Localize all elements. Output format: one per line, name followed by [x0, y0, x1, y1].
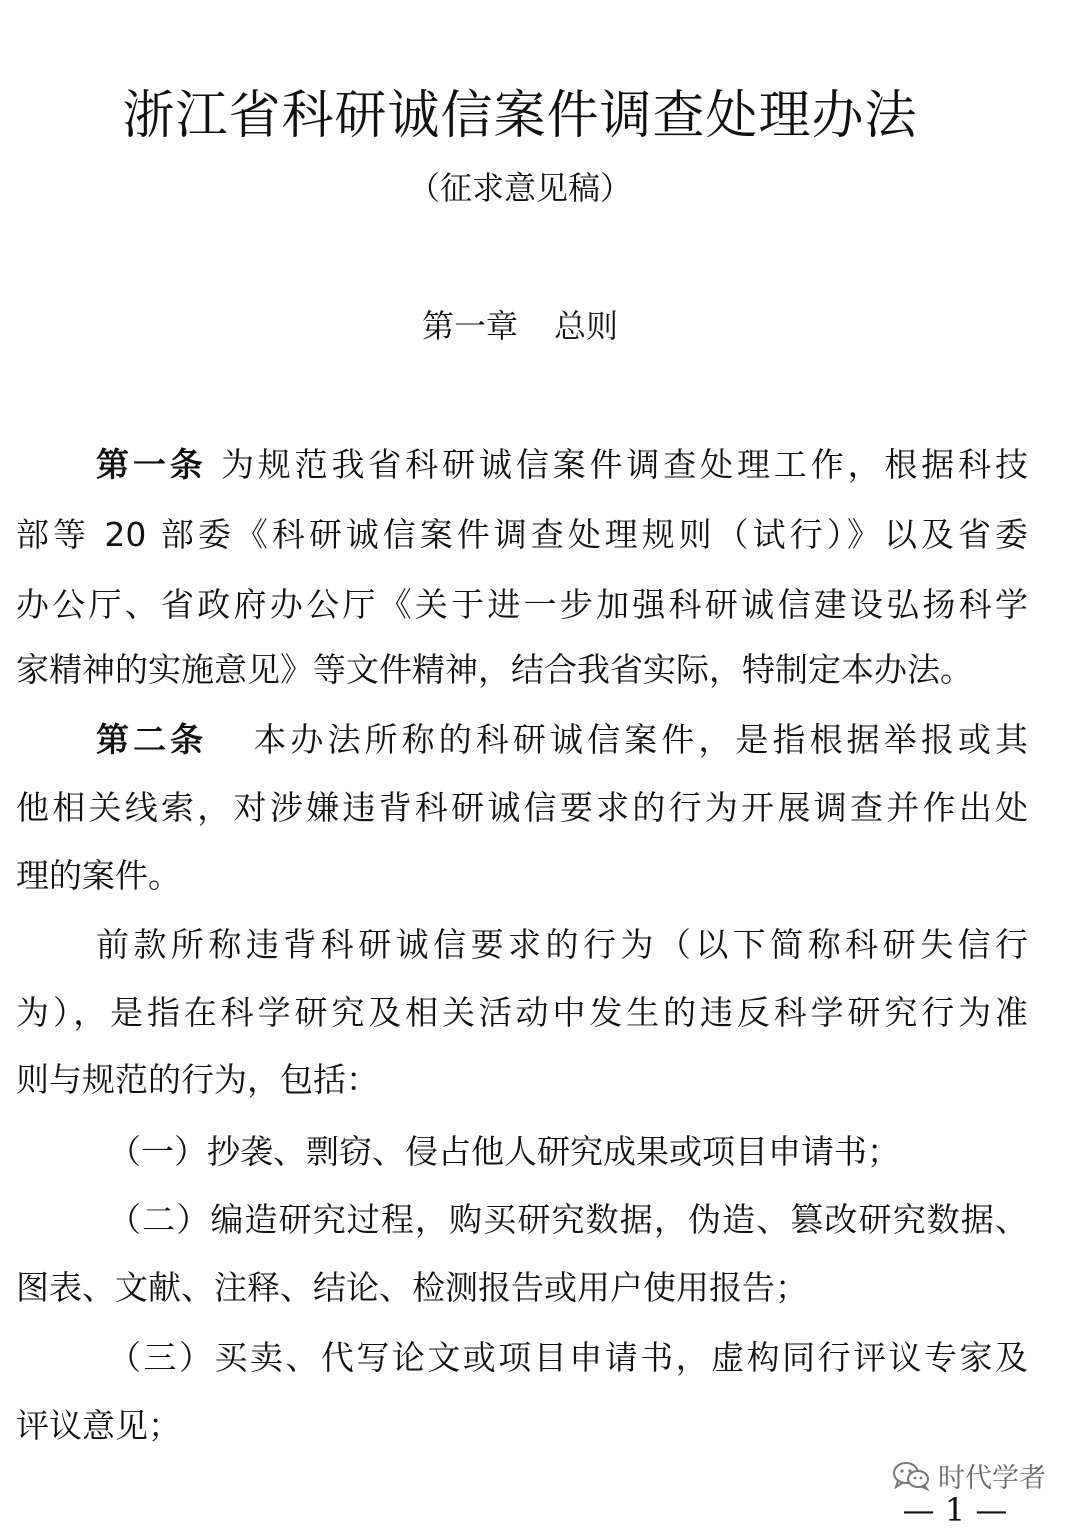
article-1-label: 第一条	[96, 445, 207, 484]
list-item-1: （一）抄袭、剽窃、侵占他人研究成果或项目申请书；	[108, 1132, 900, 1171]
chapter-number: 第一章	[421, 307, 518, 345]
article-1-line-2: 部等 20 部委《科研诚信案件调查处理规则（试行）》以及省委	[16, 515, 1028, 554]
article-1-line-3: 办公厅、省政府办公厅《关于进一步加强科研诚信建设弘扬科学	[16, 585, 1028, 624]
article-2-line-2: 他相关线索，对涉嫌违背科研诚信要求的行为开展调查并作出处	[16, 788, 1028, 827]
list-item-3-line-1: （三）买卖、代写论文或项目申请书，虚构同行评议专家及	[108, 1338, 1028, 1377]
article-2-text: 本办法所称的科研诚信案件，是指根据举报或其	[249, 720, 1028, 759]
document-subtitle: （征求意见稿）	[407, 169, 632, 207]
article-2-line-1	[96, 710, 1028, 770]
article-2-label: 第二条	[96, 720, 208, 759]
article-1-line-4: 家精神的实施意见》等文件精神，结合我省实际，特制定本办法。	[16, 650, 973, 689]
article-2-para-2-line-1: 前款所称违背科研诚信要求的行为（以下简称科研失信行	[96, 925, 1028, 964]
article-2-para-2-line-3: 则与规范的行为，包括：	[16, 1060, 379, 1099]
page-number: — 1 —	[902, 1491, 1008, 1529]
watermark	[892, 1456, 1046, 1495]
article-1-line-1	[96, 435, 1028, 495]
article-2-line-3: 理的案件。	[16, 856, 181, 895]
list-item-2-line-1: （二）编造研究过程，购买研究数据，伪造、篡改研究数据、	[108, 1200, 1028, 1239]
wechat-icon	[892, 1461, 930, 1491]
list-item-2-line-2: 图表、文献、注释、结论、检测报告或用户使用报告；	[16, 1268, 808, 1307]
chapter-name: 总则	[554, 307, 619, 345]
document-title: 浙江省科研诚信案件调查处理办法	[122, 86, 918, 146]
chapter-heading	[0, 298, 1040, 354]
article-1-text: 为规范我省科研诚信案件调查处理工作，根据科技	[206, 445, 1029, 484]
list-item-3-line-2: 评议意见；	[16, 1406, 181, 1445]
watermark-text: 时代学者	[938, 1463, 1046, 1494]
article-2-para-2-line-2: 为），是指在科学研究及相关活动中发生的违反科学研究行为准	[16, 993, 1028, 1032]
